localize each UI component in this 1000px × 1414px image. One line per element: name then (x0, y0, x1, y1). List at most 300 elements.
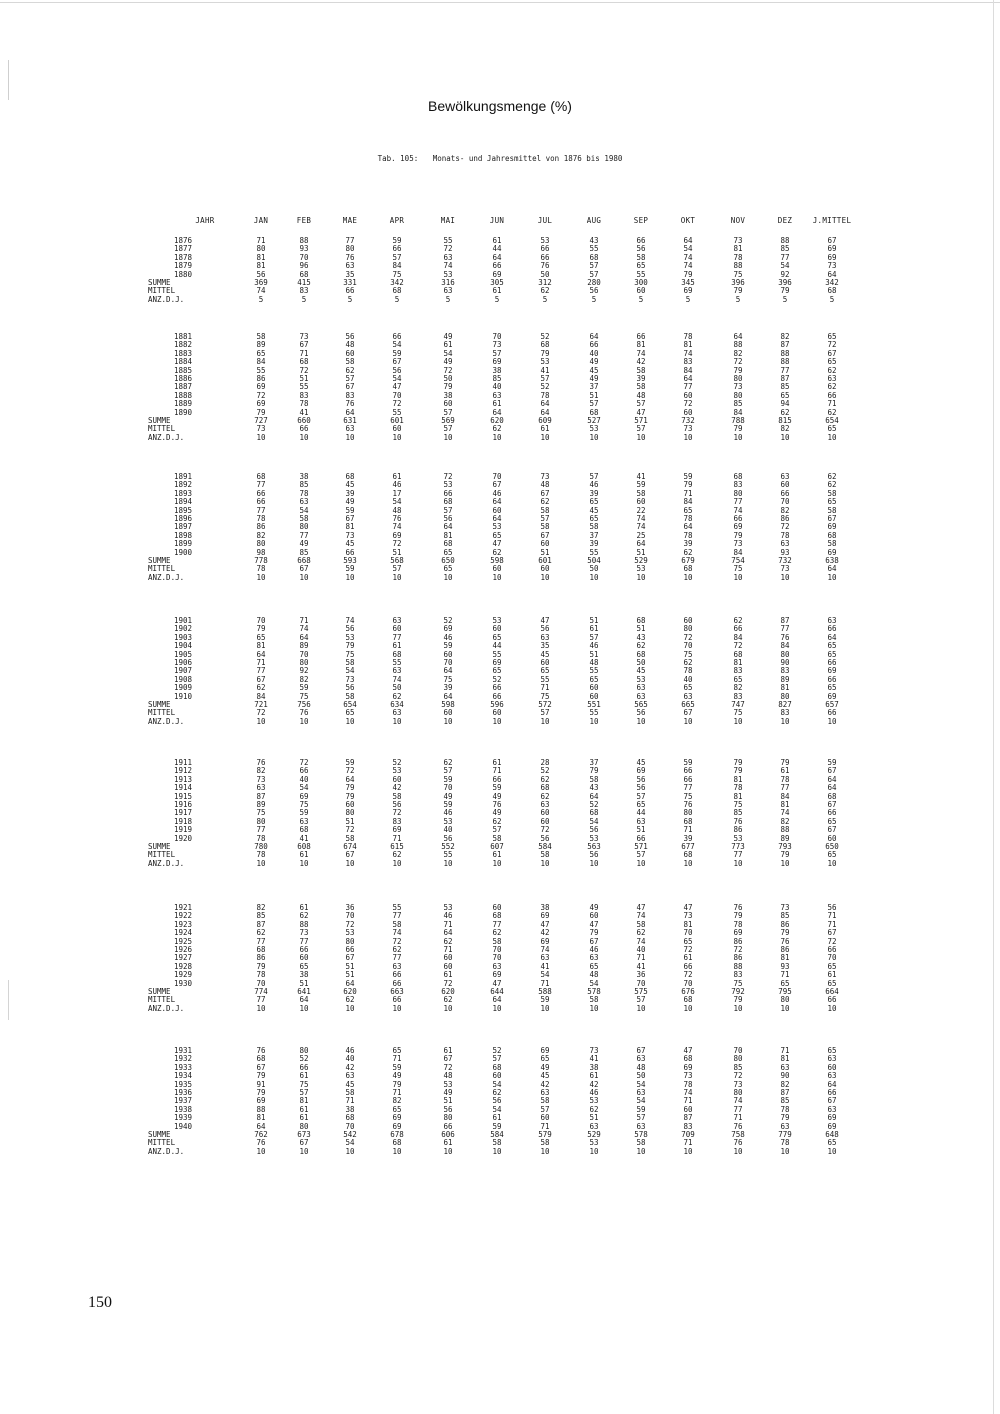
value-cell: 76 (540, 261, 550, 271)
value-cell: 71 (780, 1046, 790, 1055)
value-cell: 74 (443, 261, 453, 271)
value-cell: 75 (299, 799, 309, 809)
value-cell: 65 (827, 978, 837, 988)
year-cell: 1923 (173, 919, 192, 929)
value-cell: 66 (636, 236, 646, 245)
value-cell: 66 (345, 944, 355, 954)
value-cell: 59 (392, 236, 402, 245)
value-cell: 70 (492, 944, 502, 954)
mittel-value-cell: 69 (683, 286, 693, 296)
value-cell: 60 (392, 774, 402, 784)
value-cell: 82 (256, 766, 266, 776)
value-cell: 68 (345, 472, 355, 481)
value-cell: 60 (683, 1104, 693, 1114)
value-cell: 54 (392, 497, 402, 507)
year-cell: 1888 (173, 390, 192, 400)
value-cell: 53 (492, 522, 502, 532)
value-cell: 69 (636, 766, 646, 776)
summe-value-cell: 778 (254, 555, 268, 565)
value-cell: 57 (492, 348, 502, 358)
value-cell: 86 (256, 522, 266, 532)
anz-value-cell: 10 (636, 1146, 646, 1156)
value-cell: 59 (636, 480, 646, 490)
value-cell: 42 (636, 357, 646, 367)
value-cell: 75 (683, 649, 693, 659)
anz-value-cell: 10 (827, 716, 837, 726)
summe-value-cell: 529 (587, 1129, 601, 1139)
year-cell: 1897 (173, 522, 192, 532)
mittel-value-cell: 68 (392, 1138, 402, 1148)
mittel-value-cell: 61 (492, 286, 502, 296)
value-cell: 55 (589, 666, 599, 676)
anz-value-cell: 10 (589, 432, 599, 442)
value-cell: 51 (345, 961, 355, 971)
value-cell: 81 (683, 340, 693, 350)
value-cell: 39 (589, 539, 599, 549)
value-cell: 47 (636, 903, 646, 912)
summe-value-cell: 542 (343, 1129, 357, 1139)
value-cell: 58 (492, 936, 502, 946)
value-cell: 58 (540, 522, 550, 532)
year-cell: 1896 (173, 513, 192, 523)
value-cell: 67 (540, 530, 550, 540)
value-cell: 75 (733, 799, 743, 809)
year-cell: 1933 (173, 1062, 192, 1072)
value-cell: 25 (636, 530, 646, 540)
value-cell: 57 (636, 1113, 646, 1123)
anz-value-cell: 10 (492, 572, 502, 582)
value-cell: 69 (392, 1113, 402, 1123)
value-cell: 86 (780, 513, 790, 523)
header-aug: AUG (586, 216, 602, 225)
summe-value-cell: 664 (825, 986, 839, 996)
value-cell: 51 (589, 649, 599, 659)
value-cell: 82 (780, 816, 790, 826)
value-cell: 64 (443, 928, 453, 938)
value-cell: 87 (780, 616, 790, 625)
value-cell: 73 (492, 340, 502, 350)
value-cell: 72 (392, 808, 402, 818)
value-cell: 73 (299, 332, 309, 341)
anz-value-cell: 10 (636, 432, 646, 442)
value-cell: 55 (636, 269, 646, 279)
value-cell: 81 (683, 919, 693, 929)
summe-value-cell: 571 (634, 415, 648, 425)
value-cell: 58 (540, 505, 550, 515)
value-cell: 75 (733, 269, 743, 279)
value-cell: 62 (589, 1104, 599, 1114)
anz-label: ANZ.D.J. (148, 858, 185, 868)
value-cell: 72 (733, 641, 743, 651)
mittel-value-cell: 78 (256, 850, 266, 860)
anz-value-cell: 10 (683, 1003, 693, 1013)
value-cell: 86 (256, 373, 266, 383)
year-cell: 1907 (173, 666, 192, 676)
value-cell: 48 (392, 505, 402, 515)
value-cell: 61 (492, 399, 502, 409)
value-cell: 66 (392, 978, 402, 988)
year-cell: 1903 (173, 632, 192, 642)
summe-value-cell: 780 (254, 841, 268, 851)
value-cell: 46 (443, 808, 453, 818)
value-cell: 60 (827, 1062, 837, 1072)
anz-value-cell: 10 (636, 1003, 646, 1013)
summe-value-cell: 676 (681, 986, 695, 996)
value-cell: 57 (636, 791, 646, 801)
anz-row (0, 1005, 1000, 1013)
value-cell: 38 (299, 472, 309, 481)
value-cell: 65 (392, 1104, 402, 1114)
value-cell: 66 (443, 1121, 453, 1131)
summe-value-cell: 663 (390, 986, 404, 996)
value-cell: 71 (683, 825, 693, 835)
value-cell: 89 (256, 799, 266, 809)
mittel-value-cell: 71 (683, 1138, 693, 1148)
value-cell: 81 (443, 530, 453, 540)
year-cell: 1932 (173, 1054, 192, 1064)
value-cell: 56 (636, 774, 646, 784)
value-cell: 71 (443, 919, 453, 929)
decade-block (0, 1047, 1000, 1156)
mittel-value-cell: 66 (345, 286, 355, 296)
value-cell: 49 (589, 903, 599, 912)
mittel-value-cell: 67 (345, 850, 355, 860)
value-cell: 57 (345, 373, 355, 383)
anz-row (0, 574, 1000, 582)
value-cell: 48 (540, 480, 550, 490)
value-cell: 80 (733, 1087, 743, 1097)
value-cell: 79 (345, 783, 355, 793)
value-cell: 80 (345, 936, 355, 946)
value-cell: 72 (345, 919, 355, 929)
value-cell: 80 (299, 1121, 309, 1131)
anz-value-cell: 10 (780, 716, 790, 726)
value-cell: 74 (636, 911, 646, 921)
value-cell: 79 (589, 928, 599, 938)
value-cell: 61 (299, 1104, 309, 1114)
value-cell: 77 (299, 530, 309, 540)
header-jun: JUN (489, 216, 505, 225)
value-cell: 69 (492, 657, 502, 667)
value-cell: 68 (683, 1054, 693, 1064)
value-cell: 67 (392, 357, 402, 367)
value-cell: 84 (256, 357, 266, 367)
anz-row (0, 434, 1000, 442)
value-cell: 87 (780, 1087, 790, 1097)
value-cell: 82 (733, 683, 743, 693)
value-cell: 69 (683, 1062, 693, 1072)
value-cell: 92 (299, 666, 309, 676)
year-cell: 1906 (173, 657, 192, 667)
value-cell: 66 (299, 944, 309, 954)
value-cell: 64 (345, 407, 355, 417)
value-cell: 65 (443, 547, 453, 557)
value-cell: 55 (443, 236, 453, 245)
value-cell: 60 (443, 961, 453, 971)
value-cell: 41 (299, 833, 309, 843)
value-cell: 76 (733, 816, 743, 826)
value-cell: 57 (540, 1104, 550, 1114)
anz-value-cell: 10 (299, 572, 309, 582)
value-cell: 72 (443, 365, 453, 375)
value-cell: 85 (256, 911, 266, 921)
anz-value-cell: 5 (301, 294, 307, 304)
value-cell: 62 (636, 641, 646, 651)
anz-value-cell: 10 (683, 1146, 693, 1156)
value-cell: 79 (256, 1087, 266, 1097)
anz-row (0, 296, 1000, 304)
mittel-value-cell: 57 (636, 424, 646, 434)
value-cell: 76 (345, 252, 355, 262)
value-cell: 60 (683, 616, 693, 625)
summe-value-cell: 569 (441, 415, 455, 425)
value-cell: 79 (683, 269, 693, 279)
value-cell: 83 (733, 970, 743, 980)
value-cell: 54 (589, 816, 599, 826)
anz-row (0, 860, 1000, 868)
value-cell: 47 (492, 978, 502, 988)
summe-value-cell: 774 (254, 986, 268, 996)
value-cell: 51 (392, 547, 402, 557)
year-cell: 1876 (173, 236, 192, 245)
value-cell: 68 (443, 497, 453, 507)
value-cell: 60 (299, 953, 309, 963)
value-cell: 37 (589, 758, 599, 767)
mittel-value-cell: 63 (345, 424, 355, 434)
anz-value-cell: 5 (445, 294, 451, 304)
value-cell: 63 (299, 497, 309, 507)
value-cell: 59 (492, 1121, 502, 1131)
value-cell: 54 (492, 1079, 502, 1089)
anz-value-cell: 10 (589, 1003, 599, 1013)
value-cell: 81 (780, 953, 790, 963)
summe-value-cell: 678 (390, 1129, 404, 1139)
value-cell: 92 (780, 269, 790, 279)
value-cell: 57 (443, 505, 453, 515)
value-cell: 63 (392, 666, 402, 676)
value-cell: 66 (256, 488, 266, 498)
value-cell: 69 (540, 911, 550, 921)
value-cell: 89 (780, 833, 790, 843)
value-cell: 63 (492, 961, 502, 971)
anz-value-cell: 10 (443, 432, 453, 442)
mittel-value-cell: 73 (683, 424, 693, 434)
mittel-value-cell: 56 (636, 708, 646, 718)
value-cell: 64 (540, 399, 550, 409)
mittel-value-cell: 79 (733, 286, 743, 296)
value-cell: 84 (683, 365, 693, 375)
value-cell: 77 (256, 936, 266, 946)
value-cell: 58 (345, 357, 355, 367)
anz-value-cell: 5 (638, 294, 644, 304)
value-cell: 44 (492, 244, 502, 254)
anz-value-cell: 5 (685, 294, 691, 304)
anz-value-cell: 10 (636, 716, 646, 726)
mittel-value-cell: 65 (345, 708, 355, 718)
value-cell: 62 (827, 480, 837, 490)
value-cell: 53 (733, 833, 743, 843)
value-cell: 51 (443, 1096, 453, 1106)
value-cell: 58 (636, 382, 646, 392)
value-cell: 71 (540, 978, 550, 988)
value-cell: 75 (256, 808, 266, 818)
value-cell: 68 (299, 269, 309, 279)
value-cell: 61 (780, 766, 790, 776)
value-cell: 78 (733, 919, 743, 929)
value-cell: 40 (345, 1054, 355, 1064)
year-cell: 1937 (173, 1096, 192, 1106)
value-cell: 80 (345, 244, 355, 254)
summe-value-cell: 601 (538, 555, 552, 565)
value-cell: 69 (392, 1121, 402, 1131)
anz-value-cell: 10 (392, 1146, 402, 1156)
value-cell: 65 (827, 1046, 837, 1055)
value-cell: 88 (780, 236, 790, 245)
value-cell: 52 (492, 674, 502, 684)
mittel-value-cell: 65 (827, 1138, 837, 1148)
value-cell: 38 (443, 390, 453, 400)
value-cell: 77 (492, 919, 502, 929)
value-cell: 58 (392, 919, 402, 929)
anz-value-cell: 10 (636, 572, 646, 582)
year-cell: 1925 (173, 936, 192, 946)
value-cell: 74 (392, 674, 402, 684)
value-cell: 74 (683, 1087, 693, 1097)
value-cell: 73 (345, 674, 355, 684)
anz-value-cell: 10 (589, 572, 599, 582)
year-cell: 1918 (173, 816, 192, 826)
value-cell: 58 (636, 365, 646, 375)
value-cell: 67 (345, 953, 355, 963)
value-cell: 58 (636, 488, 646, 498)
value-cell: 48 (443, 1071, 453, 1081)
value-cell: 82 (256, 530, 266, 540)
value-cell: 47 (683, 1046, 693, 1055)
mittel-value-cell: 62 (540, 286, 550, 296)
value-cell: 79 (256, 961, 266, 971)
summe-value-cell: 654 (825, 415, 839, 425)
mittel-value-cell: 58 (589, 995, 599, 1005)
value-cell: 45 (636, 758, 646, 767)
value-cell: 85 (733, 399, 743, 409)
value-cell: 71 (392, 1087, 402, 1097)
value-cell: 52 (492, 1046, 502, 1055)
value-cell: 77 (683, 783, 693, 793)
value-cell: 77 (256, 825, 266, 835)
value-cell: 61 (299, 1113, 309, 1123)
value-cell: 63 (540, 953, 550, 963)
value-cell: 81 (780, 1054, 790, 1064)
summe-value-cell: 396 (731, 277, 745, 287)
value-cell: 86 (780, 944, 790, 954)
anz-value-cell: 5 (782, 294, 788, 304)
value-cell: 82 (392, 1096, 402, 1106)
summe-value-cell: 668 (297, 555, 311, 565)
value-cell: 61 (392, 641, 402, 651)
year-cell: 1914 (173, 783, 192, 793)
value-cell: 60 (443, 649, 453, 659)
value-cell: 81 (780, 683, 790, 693)
mittel-value-cell: 58 (540, 850, 550, 860)
anz-value-cell: 10 (345, 432, 355, 442)
summe-value-cell: 732 (681, 415, 695, 425)
value-cell: 54 (443, 348, 453, 358)
value-cell: 67 (827, 825, 837, 835)
value-cell: 57 (492, 1054, 502, 1064)
value-cell: 69 (443, 624, 453, 634)
anz-label: ANZ.D.J. (148, 1003, 185, 1013)
value-cell: 63 (827, 373, 837, 383)
mittel-value-cell: 68 (683, 995, 693, 1005)
anz-value-cell: 10 (540, 1146, 550, 1156)
value-cell: 87 (256, 791, 266, 801)
value-cell: 65 (589, 674, 599, 684)
value-cell: 88 (733, 340, 743, 350)
value-cell: 80 (780, 649, 790, 659)
value-cell: 65 (827, 497, 837, 507)
value-cell: 62 (345, 365, 355, 375)
value-cell: 61 (299, 903, 309, 912)
page-number: 150 (88, 1294, 112, 1311)
value-cell: 62 (443, 936, 453, 946)
value-cell: 40 (636, 944, 646, 954)
value-cell: 70 (827, 953, 837, 963)
value-cell: 69 (299, 791, 309, 801)
value-cell: 74 (683, 348, 693, 358)
value-cell: 71 (827, 399, 837, 409)
year-cell: 1891 (173, 472, 192, 481)
value-cell: 51 (589, 390, 599, 400)
value-cell: 66 (392, 332, 402, 341)
value-cell: 59 (636, 1104, 646, 1114)
value-cell: 56 (345, 683, 355, 693)
value-cell: 65 (392, 1046, 402, 1055)
mittel-value-cell: 53 (589, 424, 599, 434)
mittel-label: MITTEL (148, 850, 176, 860)
year-cell: 1926 (173, 944, 192, 954)
anz-value-cell: 10 (733, 1003, 743, 1013)
value-cell: 39 (345, 488, 355, 498)
value-cell: 66 (492, 261, 502, 271)
value-cell: 50 (540, 269, 550, 279)
anz-value-cell: 10 (827, 858, 837, 868)
anz-value-cell: 10 (392, 432, 402, 442)
anz-value-cell: 10 (256, 716, 266, 726)
value-cell: 60 (589, 691, 599, 701)
value-cell: 60 (540, 816, 550, 826)
value-cell: 73 (345, 530, 355, 540)
value-cell: 38 (492, 365, 502, 375)
value-cell: 49 (392, 1071, 402, 1081)
value-cell: 39 (589, 488, 599, 498)
value-cell: 65 (492, 530, 502, 540)
year-cell: 1912 (173, 766, 192, 776)
value-cell: 72 (540, 825, 550, 835)
value-cell: 55 (392, 407, 402, 417)
anz-value-cell: 10 (443, 1003, 453, 1013)
value-cell: 86 (780, 919, 790, 929)
value-cell: 52 (540, 766, 550, 776)
summe-value-cell: 280 (587, 277, 601, 287)
value-cell: 68 (589, 252, 599, 262)
mittel-value-cell: 58 (492, 1138, 502, 1148)
summe-value-cell: 598 (490, 555, 504, 565)
value-cell: 51 (299, 373, 309, 383)
value-cell: 69 (733, 522, 743, 532)
decade-block (0, 759, 1000, 868)
mittel-label: MITTEL (148, 424, 176, 434)
year-cell: 1879 (173, 261, 192, 271)
